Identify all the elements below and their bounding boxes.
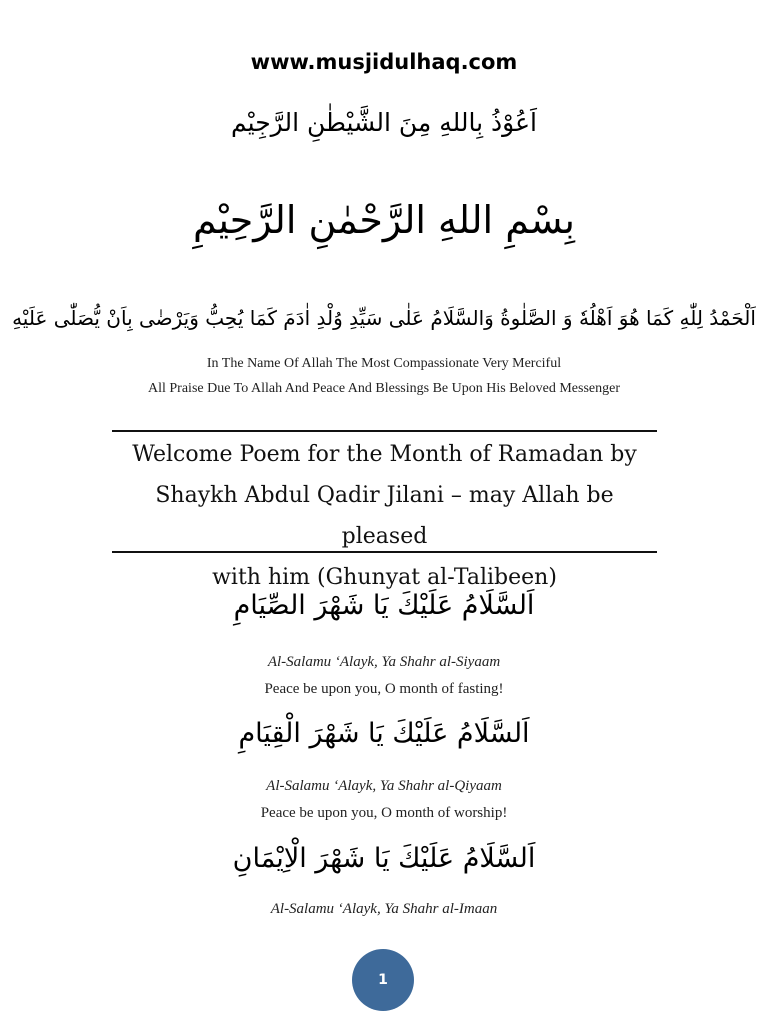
poem-title bbox=[112, 434, 657, 598]
intro-line-1: In The Name Of Allah The Most Compassionate Very Merciful bbox=[206, 356, 562, 371]
verse-3-transliteration: Al-Salamu ‘Alayk, Ya Shahr al-Imaan bbox=[270, 901, 498, 917]
verse-2-translation: Peace be upon you, O month of worship! bbox=[260, 805, 508, 821]
verse-2-transliteration: Al-Salamu ‘Alayk, Ya Shahr al-Qiyaam bbox=[266, 778, 502, 794]
poem-title-line-2: Shaykh Abdul Qadir Jilani – may Allah be pleased bbox=[155, 483, 614, 549]
poem-title-line-3: with him (Ghunyat al-Talibeen) bbox=[212, 565, 557, 590]
site-url-link[interactable]: www.musjidulhaq.com bbox=[250, 50, 518, 74]
intro-line-2: All Praise Due To Allah And Peace And Blessings Be Upon His Beloved Messenger bbox=[148, 381, 620, 396]
verse-3-arabic: اَلسَّلَامُ عَلَيْكَ يَا شَهْرَ الْاِيْمَانِ bbox=[232, 843, 536, 874]
verse-1-arabic: اَلسَّلَامُ عَلَيْكَ يَا شَهْرَ الصِّيَامِ bbox=[233, 590, 535, 621]
page-number-badge: 1 bbox=[352, 949, 414, 1011]
verse-1-translation: Peace be upon you, O month of fasting! bbox=[264, 681, 504, 697]
taawwudh-arabic: اَعُوْذُ بِاللهِ مِنَ الشَّيْطٰنِ الرَّجِيْم bbox=[231, 108, 537, 137]
verse-2-arabic: اَلسَّلَامُ عَلَيْكَ يَا شَهْرَ الْقِيَامِ bbox=[238, 718, 530, 749]
title-top-divider bbox=[112, 430, 657, 432]
hamd-arabic: اَلْحَمْدُ لِلّٰهِ كَمَا هُوَ اَهْلُهٗ وَ الصَّلٰوةُ وَالسَّلَامُ عَلٰى سَيِّدِ وُلْدِ اٰدَمَ كَمَا يُحِبُّ وَيَرْضٰى بِاَنْ يُّصَلّٰى عَلَيْهِ bbox=[12, 306, 756, 330]
verse-1-transliteration: Al-Salamu ‘Alayk, Ya Shahr al-Siyaam bbox=[267, 654, 501, 670]
basmala-arabic: بِسْمِ اللهِ الرَّحْمٰنِ الرَّحِيْمِ bbox=[193, 198, 575, 242]
poem-title-line-1: Welcome Poem for the Month of Ramadan by bbox=[132, 442, 637, 467]
title-bottom-divider bbox=[112, 551, 657, 553]
